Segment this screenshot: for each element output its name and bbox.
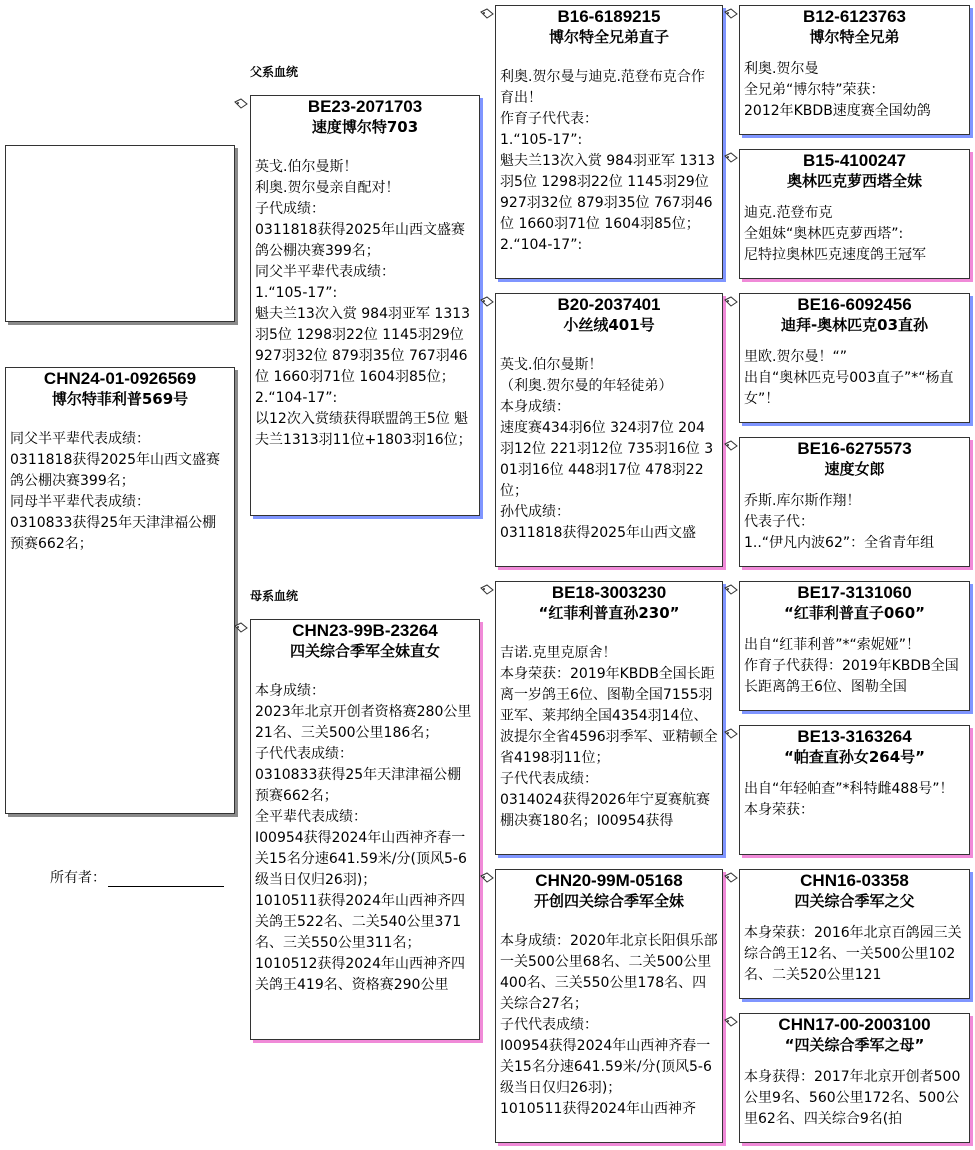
- dss-card[interactable]: [739, 581, 970, 711]
- sire-sire-card[interactable]: [495, 5, 723, 279]
- ring-number: CHN17-00-2003100: [778, 1015, 931, 1034]
- sire-desc: 英戈.伯尔曼斯！ 利奥.贺尔曼亲自配对！ 子代成绩： 0311818获得2025年山西文盛赛鸽公棚决赛399名； 同父半平辈代表成绩： 1.“105-17”: 魁夫兰13次入赏 984羽亚军 1313羽5位 1298羽22位 1145羽29位 927羽32位 879羽35位 767羽46位 1660羽71位 1604羽85位； 2.“104-17”: 以12次入赏绩获得联盟鸽王5位 魁夫兰1313羽11位+1803羽16位；: [255, 159, 472, 448]
- ring-number: B16-6189215: [557, 7, 661, 26]
- pigeon-name: 速度女郎: [824, 460, 885, 478]
- owner-field: [50, 867, 224, 887]
- pigeon-desc: 本身成绩：2020年北京长阳俱乐部一关500公里68名、二关500公里400名、三关550公里178名、四关综合27名； 子代代表成绩： I00954获得2024年山西神齐春一关15名分速641.59米/分(顶风5-6级当日仅归26羽)； 1010511获得2024年山西神齐: [500, 933, 718, 1117]
- owner-input-line[interactable]: [108, 870, 224, 887]
- sire-name: 速度博尔特703: [311, 118, 419, 136]
- edit-tag-icon[interactable]: [724, 152, 738, 163]
- mother-line-label: 母系血统: [250, 589, 299, 603]
- pigeon-name: “红菲利普直子060”: [783, 604, 926, 622]
- pigeon-desc: 利奥.贺尔曼 全兄弟“博尔特”荣获： 2012年KBDB速度赛全国幼鸽: [744, 61, 931, 119]
- subject-desc: 同父半平辈代表成绩： 0311818获得2025年山西文盛赛鸽公棚决赛399名； 同母半平辈代表成绩： 0310833获得25年天津津福公棚预赛662名；: [10, 431, 220, 552]
- pigeon-desc: 迪克.范登布克 全姐妹“奥林匹克萝西塔”: 尼特拉奥林匹克速度鸽王冠军: [744, 205, 926, 263]
- edit-tag-icon[interactable]: [724, 8, 738, 19]
- pigeon-name: “四关综合季军之母”: [784, 1036, 925, 1054]
- sire-ring: BE23-2071703: [307, 97, 423, 116]
- ssd-card[interactable]: [739, 149, 970, 279]
- subject-card[interactable]: [5, 367, 235, 814]
- edit-tag-icon[interactable]: [724, 440, 738, 451]
- edit-tag-icon[interactable]: [724, 728, 738, 739]
- sds-card[interactable]: [739, 293, 970, 423]
- sire-dam-card[interactable]: [495, 293, 723, 567]
- pigeon-name: 博尔特全兄弟直子: [548, 28, 669, 46]
- edit-tag-icon[interactable]: [724, 872, 738, 883]
- owner-label: 所有者：: [50, 870, 106, 886]
- ring-number: B20-2037401: [557, 295, 661, 314]
- ddd-card[interactable]: [739, 1013, 970, 1143]
- edit-tag-icon[interactable]: [234, 622, 248, 633]
- sdd-card[interactable]: [739, 437, 970, 567]
- dam-desc: 本身成绩： 2023年北京开创者资格赛280公里21名、三关500公里186名； 子代代表成绩： 0310833获得25年天津津福公棚预赛662名； 全平辈代表成绩： I00954获得2024年山西神齐春一关15名分速641.59米/分(顶风5-6级当日仅归26羽)； 1010511获得2024年山西神齐四关鸽王522名、二关540公里371名、三关550公里311名； 1010512获得2024年山西神齐四关鸽王419名、资格赛290公里: [255, 683, 472, 993]
- pigeon-name: 博尔特全兄弟: [809, 28, 900, 46]
- dds-card[interactable]: [739, 869, 970, 999]
- pigeon-desc: 出自“红菲利普”*“索妮娅”！ 作育子代获得：2019年KBDB全国长距离鸽王6位、图勒全国: [744, 637, 959, 695]
- dam-ring: CHN23-99B-23264: [292, 621, 438, 640]
- ring-number: BE16-6275573: [797, 439, 912, 458]
- dam-dam-card[interactable]: [495, 869, 723, 1143]
- photo-box: [5, 145, 235, 322]
- edit-tag-icon[interactable]: [724, 296, 738, 307]
- dsd-card[interactable]: [739, 725, 970, 855]
- ring-number: BE16-6092456: [797, 295, 912, 314]
- father-line-label: 父系血统: [250, 65, 299, 79]
- pigeon-desc: 出自“年轻帕查”*科特雌488号”！ 本身荣获：: [744, 781, 954, 818]
- edit-tag-icon[interactable]: [480, 8, 494, 19]
- ring-number: B15-4100247: [802, 151, 907, 170]
- edit-tag-icon[interactable]: [480, 296, 494, 307]
- subject-ring: CHN24-01-0926569: [43, 369, 197, 388]
- pigeon-name: 四关综合季军之父: [794, 892, 915, 910]
- sire-card[interactable]: [250, 95, 480, 516]
- ring-number: BE13-3163264: [797, 727, 912, 746]
- sss-card[interactable]: [739, 5, 970, 135]
- edit-tag-icon[interactable]: [480, 872, 494, 883]
- pigeon-desc: 本身荣获：2016年北京百鸽园三关综合鸽王12名、一关500公里102名、二关520公里121: [744, 925, 962, 983]
- pigeon-desc: 利奥.贺尔曼与迪克.范登布克合作育出！ 作育子代代表： 1.“105-17”: 魁夫兰13次入赏 984羽亚军 1313羽5位 1298羽22位 1145羽29位 927羽32位 879羽35位 767羽46位 1660羽71位 1604羽85位；2.“104-17”:: [500, 69, 716, 253]
- ring-number: CHN16-03358: [800, 871, 909, 890]
- pigeon-name: 奥林匹克萝西塔全妹: [786, 172, 922, 190]
- edit-tag-icon[interactable]: [234, 98, 248, 109]
- pigeon-desc: 英戈.伯尔曼斯！ （利奥.贺尔曼的年轻徒弟） 本身成绩： 速度赛434羽6位 324羽7位 204羽12位 221羽12位 735羽16位 301羽16位 448羽17位 478羽22位； 孙代成绩： 0311818获得2025年山西文盛: [500, 357, 714, 541]
- subject-name: 博尔特菲利普569号: [51, 390, 189, 408]
- ring-number: BE18-3003230: [551, 583, 667, 602]
- edit-tag-icon[interactable]: [480, 584, 494, 595]
- dam-sire-card[interactable]: [495, 581, 723, 855]
- pigeon-name: 小丝绒401号: [563, 316, 655, 334]
- pigeon-name: “帕查直孙女264号”: [783, 748, 926, 766]
- pigeon-desc: 本身获得：2017年北京开创者500公里9名、560公里172名、500公里62名、四关综合9名(拍: [744, 1069, 961, 1127]
- pigeon-name: 迪拜-奥林匹克03直孙: [780, 316, 929, 334]
- edit-tag-icon[interactable]: [724, 584, 738, 595]
- pigeon-desc: 吉诺.克里克原舍！ 本身荣获：2019年KBDB全国长距离一岁鸽王6位、图勒全国7155羽亚军、莱邦纳全国4354羽14位、波提尔全省4596羽季军、亚精顿全省4198羽11位； 子代代表成绩： 0314024获得2026年宁夏赛航赛棚决赛180名；I00954获得: [500, 645, 718, 829]
- ring-number: B12-6123763: [802, 7, 907, 26]
- ring-number: BE17-3131060: [797, 583, 912, 602]
- edit-tag-icon[interactable]: [724, 1016, 738, 1027]
- pigeon-desc: 里欧.贺尔曼！“” 出自“奥林匹克号003直子”*“杨直女”！: [744, 349, 954, 407]
- ring-number: CHN20-99M-05168: [535, 871, 683, 890]
- dam-name: 四关综合季军全妹直女: [289, 642, 440, 660]
- pigeon-name: 开创四关综合季军全妹: [533, 892, 684, 910]
- pigeon-desc: 乔斯.库尔斯作翔！ 代表子代： 1..“伊凡内波62”：全省青年组: [744, 493, 935, 551]
- pigeon-name: “红菲利普直孙230”: [538, 604, 680, 622]
- dam-card[interactable]: [250, 619, 480, 1040]
